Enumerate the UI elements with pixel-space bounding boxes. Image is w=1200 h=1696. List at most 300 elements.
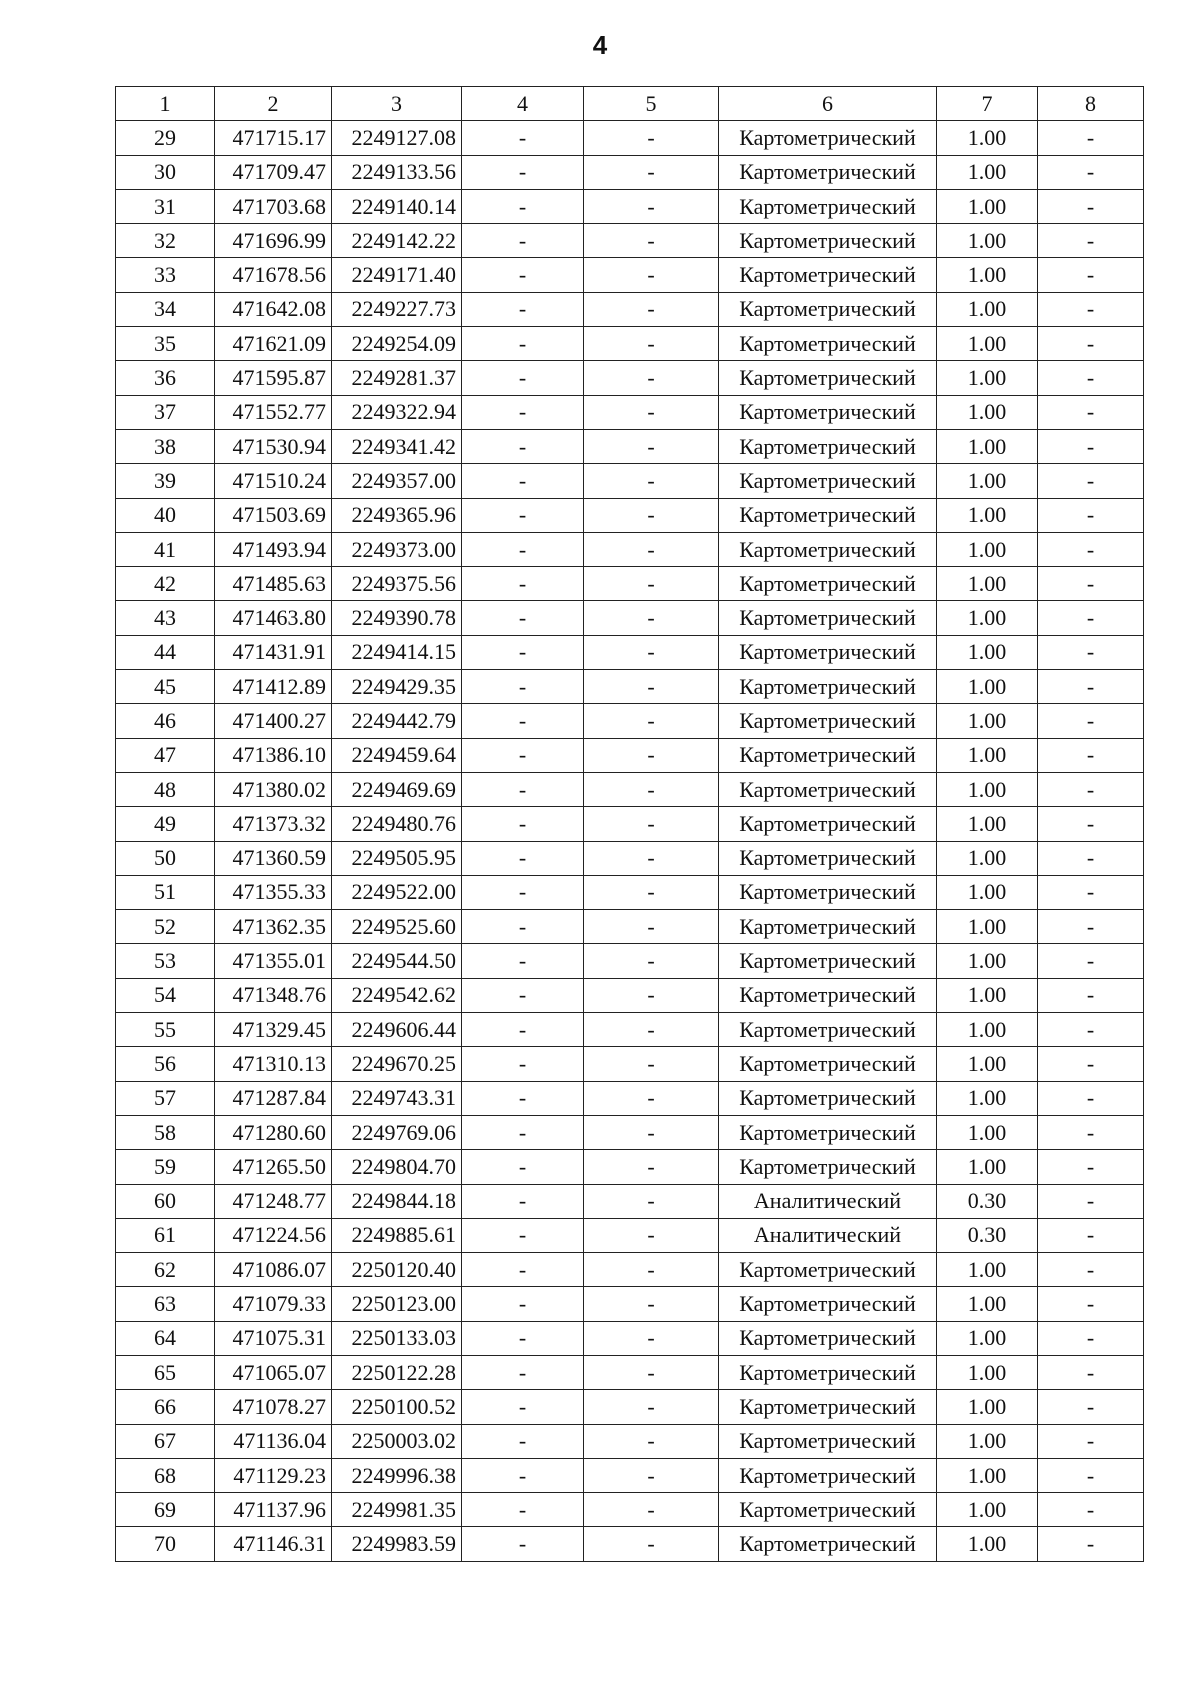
- method-cell: Картометрический: [719, 1047, 937, 1081]
- method-cell: Картометрический: [719, 978, 937, 1012]
- point-number-cell: 47: [116, 738, 215, 772]
- column-4-cell: -: [462, 292, 584, 326]
- point-number-cell: 48: [116, 772, 215, 806]
- column-8-cell: -: [1038, 189, 1144, 223]
- column-4-cell: -: [462, 875, 584, 909]
- method-cell: Картометрический: [719, 224, 937, 258]
- method-cell: Картометрический: [719, 567, 937, 601]
- x-coordinate-cell: 471355.33: [215, 875, 332, 909]
- column-5-cell: -: [584, 327, 719, 361]
- accuracy-cell: 1.00: [937, 258, 1038, 292]
- accuracy-cell: 1.00: [937, 361, 1038, 395]
- column-8-cell: -: [1038, 1013, 1144, 1047]
- method-cell: Картометрический: [719, 1115, 937, 1149]
- y-coordinate-cell: 2250003.02: [332, 1424, 462, 1458]
- y-coordinate-cell: 2250100.52: [332, 1390, 462, 1424]
- column-4-cell: -: [462, 1390, 584, 1424]
- column-8-cell: -: [1038, 875, 1144, 909]
- column-4-cell: -: [462, 910, 584, 944]
- table-row: [116, 292, 1144, 326]
- column-4-cell: -: [462, 1218, 584, 1252]
- table-row: [116, 1321, 1144, 1355]
- accuracy-cell: 1.00: [937, 1253, 1038, 1287]
- table-row: [116, 704, 1144, 738]
- accuracy-cell: 1.00: [937, 1424, 1038, 1458]
- column-5-cell: -: [584, 224, 719, 258]
- accuracy-cell: 1.00: [937, 910, 1038, 944]
- method-cell: Картометрический: [719, 532, 937, 566]
- method-cell: Картометрический: [719, 738, 937, 772]
- table-row: [116, 258, 1144, 292]
- column-4-cell: -: [462, 601, 584, 635]
- accuracy-cell: 1.00: [937, 978, 1038, 1012]
- point-number-cell: 29: [116, 121, 215, 155]
- y-coordinate-cell: 2249981.35: [332, 1493, 462, 1527]
- method-cell: Картометрический: [719, 121, 937, 155]
- column-5-cell: -: [584, 1081, 719, 1115]
- point-number-cell: 57: [116, 1081, 215, 1115]
- column-4-cell: -: [462, 532, 584, 566]
- point-number-cell: 55: [116, 1013, 215, 1047]
- column-8-cell: -: [1038, 121, 1144, 155]
- x-coordinate-cell: 471510.24: [215, 464, 332, 498]
- column-5-cell: -: [584, 1253, 719, 1287]
- column-8-cell: -: [1038, 978, 1144, 1012]
- column-8-cell: -: [1038, 532, 1144, 566]
- x-coordinate-cell: 471265.50: [215, 1150, 332, 1184]
- column-8-cell: -: [1038, 841, 1144, 875]
- column-4-cell: -: [462, 429, 584, 463]
- column-8-cell: -: [1038, 1424, 1144, 1458]
- column-header: 7: [937, 87, 1038, 121]
- column-5-cell: -: [584, 1390, 719, 1424]
- method-cell: Картометрический: [719, 361, 937, 395]
- column-5-cell: -: [584, 841, 719, 875]
- accuracy-cell: 1.00: [937, 498, 1038, 532]
- column-4-cell: -: [462, 1355, 584, 1389]
- x-coordinate-cell: 471642.08: [215, 292, 332, 326]
- table-row: [116, 944, 1144, 978]
- table-row: [116, 601, 1144, 635]
- column-8-cell: -: [1038, 1493, 1144, 1527]
- x-coordinate-cell: 471224.56: [215, 1218, 332, 1252]
- accuracy-cell: 1.00: [937, 1047, 1038, 1081]
- table-row: [116, 1287, 1144, 1321]
- point-number-cell: 61: [116, 1218, 215, 1252]
- column-8-cell: -: [1038, 1081, 1144, 1115]
- method-cell: Картометрический: [719, 704, 937, 738]
- x-coordinate-cell: 471360.59: [215, 841, 332, 875]
- point-number-cell: 68: [116, 1458, 215, 1492]
- y-coordinate-cell: 2249606.44: [332, 1013, 462, 1047]
- table-row: [116, 1390, 1144, 1424]
- table-row: [116, 1115, 1144, 1149]
- point-number-cell: 38: [116, 429, 215, 463]
- column-4-cell: -: [462, 670, 584, 704]
- table-row: [116, 1458, 1144, 1492]
- column-4-cell: -: [462, 1493, 584, 1527]
- x-coordinate-cell: 471431.91: [215, 635, 332, 669]
- y-coordinate-cell: 2249142.22: [332, 224, 462, 258]
- column-8-cell: -: [1038, 1458, 1144, 1492]
- table-row: [116, 1493, 1144, 1527]
- column-5-cell: -: [584, 395, 719, 429]
- point-number-cell: 43: [116, 601, 215, 635]
- column-8-cell: -: [1038, 1287, 1144, 1321]
- accuracy-cell: 0.30: [937, 1218, 1038, 1252]
- column-5-cell: -: [584, 1424, 719, 1458]
- method-cell: Картометрический: [719, 670, 937, 704]
- x-coordinate-cell: 471329.45: [215, 1013, 332, 1047]
- method-cell: Картометрический: [719, 429, 937, 463]
- column-8-cell: -: [1038, 1390, 1144, 1424]
- method-cell: Картометрический: [719, 1287, 937, 1321]
- x-coordinate-cell: 471703.68: [215, 189, 332, 223]
- method-cell: Картометрический: [719, 635, 937, 669]
- point-number-cell: 49: [116, 807, 215, 841]
- y-coordinate-cell: 2249365.96: [332, 498, 462, 532]
- y-coordinate-cell: 2250122.28: [332, 1355, 462, 1389]
- x-coordinate-cell: 471137.96: [215, 1493, 332, 1527]
- x-coordinate-cell: 471503.69: [215, 498, 332, 532]
- x-coordinate-cell: 471709.47: [215, 155, 332, 189]
- accuracy-cell: 1.00: [937, 1355, 1038, 1389]
- y-coordinate-cell: 2250123.00: [332, 1287, 462, 1321]
- accuracy-cell: 1.00: [937, 1458, 1038, 1492]
- table-row: [116, 1184, 1144, 1218]
- column-4-cell: -: [462, 1150, 584, 1184]
- method-cell: Картометрический: [719, 1081, 937, 1115]
- table-row: [116, 978, 1144, 1012]
- accuracy-cell: 1.00: [937, 464, 1038, 498]
- table-row: [116, 395, 1144, 429]
- accuracy-cell: 1.00: [937, 1493, 1038, 1527]
- method-cell: Картометрический: [719, 464, 937, 498]
- x-coordinate-cell: 471485.63: [215, 567, 332, 601]
- column-5-cell: -: [584, 601, 719, 635]
- column-4-cell: -: [462, 1013, 584, 1047]
- table-row: [116, 498, 1144, 532]
- column-5-cell: -: [584, 635, 719, 669]
- column-8-cell: -: [1038, 601, 1144, 635]
- column-5-cell: -: [584, 361, 719, 395]
- column-header: 5: [584, 87, 719, 121]
- column-8-cell: -: [1038, 910, 1144, 944]
- point-number-cell: 64: [116, 1321, 215, 1355]
- column-5-cell: -: [584, 292, 719, 326]
- point-number-cell: 67: [116, 1424, 215, 1458]
- y-coordinate-cell: 2249429.35: [332, 670, 462, 704]
- table-row: [116, 1424, 1144, 1458]
- x-coordinate-cell: 471248.77: [215, 1184, 332, 1218]
- column-8-cell: -: [1038, 1355, 1144, 1389]
- table-row: [116, 1218, 1144, 1252]
- accuracy-cell: 1.00: [937, 395, 1038, 429]
- column-5-cell: -: [584, 670, 719, 704]
- y-coordinate-cell: 2249996.38: [332, 1458, 462, 1492]
- table-row: [116, 464, 1144, 498]
- column-5-cell: -: [584, 567, 719, 601]
- column-5-cell: -: [584, 155, 719, 189]
- column-8-cell: -: [1038, 635, 1144, 669]
- column-8-cell: -: [1038, 670, 1144, 704]
- accuracy-cell: 1.00: [937, 772, 1038, 806]
- column-5-cell: -: [584, 1150, 719, 1184]
- column-5-cell: -: [584, 429, 719, 463]
- y-coordinate-cell: 2249127.08: [332, 121, 462, 155]
- column-5-cell: -: [584, 1458, 719, 1492]
- column-header: 4: [462, 87, 584, 121]
- y-coordinate-cell: 2249844.18: [332, 1184, 462, 1218]
- column-5-cell: -: [584, 258, 719, 292]
- method-cell: Картометрический: [719, 1253, 937, 1287]
- point-number-cell: 52: [116, 910, 215, 944]
- point-number-cell: 37: [116, 395, 215, 429]
- y-coordinate-cell: 2249522.00: [332, 875, 462, 909]
- column-4-cell: -: [462, 224, 584, 258]
- y-coordinate-cell: 2249341.42: [332, 429, 462, 463]
- column-header: 8: [1038, 87, 1144, 121]
- column-4-cell: -: [462, 807, 584, 841]
- table-row: [116, 1081, 1144, 1115]
- x-coordinate-cell: 471386.10: [215, 738, 332, 772]
- column-4-cell: -: [462, 1424, 584, 1458]
- column-5-cell: -: [584, 1115, 719, 1149]
- accuracy-cell: 1.00: [937, 601, 1038, 635]
- column-4-cell: -: [462, 1115, 584, 1149]
- column-8-cell: -: [1038, 1150, 1144, 1184]
- column-4-cell: -: [462, 738, 584, 772]
- method-cell: Картометрический: [719, 1458, 937, 1492]
- point-number-cell: 30: [116, 155, 215, 189]
- x-coordinate-cell: 471086.07: [215, 1253, 332, 1287]
- x-coordinate-cell: 471075.31: [215, 1321, 332, 1355]
- table-row: [116, 567, 1144, 601]
- column-8-cell: -: [1038, 1047, 1144, 1081]
- table-row: [116, 327, 1144, 361]
- table-header-row: [116, 87, 1144, 121]
- method-cell: Картометрический: [719, 395, 937, 429]
- accuracy-cell: 1.00: [937, 224, 1038, 258]
- method-cell: Картометрический: [719, 875, 937, 909]
- table-row: [116, 429, 1144, 463]
- column-5-cell: -: [584, 944, 719, 978]
- point-number-cell: 33: [116, 258, 215, 292]
- x-coordinate-cell: 471129.23: [215, 1458, 332, 1492]
- column-8-cell: -: [1038, 772, 1144, 806]
- y-coordinate-cell: 2249480.76: [332, 807, 462, 841]
- y-coordinate-cell: 2249769.06: [332, 1115, 462, 1149]
- point-number-cell: 39: [116, 464, 215, 498]
- point-number-cell: 42: [116, 567, 215, 601]
- method-cell: Картометрический: [719, 1013, 937, 1047]
- method-cell: Картометрический: [719, 601, 937, 635]
- accuracy-cell: 1.00: [937, 1321, 1038, 1355]
- column-5-cell: -: [584, 121, 719, 155]
- accuracy-cell: 1.00: [937, 1527, 1038, 1561]
- table-row: [116, 224, 1144, 258]
- table-row: [116, 772, 1144, 806]
- point-number-cell: 65: [116, 1355, 215, 1389]
- accuracy-cell: 1.00: [937, 1013, 1038, 1047]
- table-row: [116, 1150, 1144, 1184]
- column-header: 3: [332, 87, 462, 121]
- x-coordinate-cell: 471380.02: [215, 772, 332, 806]
- accuracy-cell: 1.00: [937, 635, 1038, 669]
- method-cell: Картометрический: [719, 1527, 937, 1561]
- column-8-cell: -: [1038, 807, 1144, 841]
- x-coordinate-cell: 471065.07: [215, 1355, 332, 1389]
- y-coordinate-cell: 2249322.94: [332, 395, 462, 429]
- y-coordinate-cell: 2249459.64: [332, 738, 462, 772]
- point-number-cell: 59: [116, 1150, 215, 1184]
- column-8-cell: -: [1038, 429, 1144, 463]
- column-8-cell: -: [1038, 327, 1144, 361]
- y-coordinate-cell: 2249133.56: [332, 155, 462, 189]
- point-number-cell: 66: [116, 1390, 215, 1424]
- method-cell: Картометрический: [719, 841, 937, 875]
- x-coordinate-cell: 471621.09: [215, 327, 332, 361]
- method-cell: Картометрический: [719, 807, 937, 841]
- table-row: [116, 1355, 1144, 1389]
- column-4-cell: -: [462, 155, 584, 189]
- column-8-cell: -: [1038, 1184, 1144, 1218]
- column-4-cell: -: [462, 704, 584, 738]
- column-8-cell: -: [1038, 944, 1144, 978]
- column-5-cell: -: [584, 1527, 719, 1561]
- x-coordinate-cell: 471355.01: [215, 944, 332, 978]
- column-5-cell: -: [584, 1047, 719, 1081]
- column-4-cell: -: [462, 841, 584, 875]
- y-coordinate-cell: 2249804.70: [332, 1150, 462, 1184]
- column-4-cell: -: [462, 1081, 584, 1115]
- accuracy-cell: 1.00: [937, 121, 1038, 155]
- table-row: [116, 361, 1144, 395]
- point-number-cell: 50: [116, 841, 215, 875]
- column-4-cell: -: [462, 258, 584, 292]
- accuracy-cell: 1.00: [937, 1287, 1038, 1321]
- accuracy-cell: 1.00: [937, 944, 1038, 978]
- method-cell: Картометрический: [719, 1493, 937, 1527]
- table-row: [116, 1253, 1144, 1287]
- method-cell: Картометрический: [719, 1321, 937, 1355]
- column-5-cell: -: [584, 1321, 719, 1355]
- column-5-cell: -: [584, 498, 719, 532]
- point-number-cell: 70: [116, 1527, 215, 1561]
- accuracy-cell: 1.00: [937, 155, 1038, 189]
- point-number-cell: 69: [116, 1493, 215, 1527]
- column-5-cell: -: [584, 532, 719, 566]
- column-8-cell: -: [1038, 224, 1144, 258]
- table-row: [116, 807, 1144, 841]
- accuracy-cell: 1.00: [937, 292, 1038, 326]
- point-number-cell: 60: [116, 1184, 215, 1218]
- column-4-cell: -: [462, 1321, 584, 1355]
- method-cell: Картометрический: [719, 1424, 937, 1458]
- x-coordinate-cell: 471348.76: [215, 978, 332, 1012]
- column-8-cell: -: [1038, 567, 1144, 601]
- method-cell: Картометрический: [719, 327, 937, 361]
- x-coordinate-cell: 471373.32: [215, 807, 332, 841]
- column-8-cell: -: [1038, 1218, 1144, 1252]
- column-8-cell: -: [1038, 464, 1144, 498]
- accuracy-cell: 1.00: [937, 704, 1038, 738]
- column-4-cell: -: [462, 944, 584, 978]
- point-number-cell: 31: [116, 189, 215, 223]
- y-coordinate-cell: 2249885.61: [332, 1218, 462, 1252]
- point-number-cell: 35: [116, 327, 215, 361]
- column-4-cell: -: [462, 498, 584, 532]
- point-number-cell: 44: [116, 635, 215, 669]
- column-5-cell: -: [584, 978, 719, 1012]
- x-coordinate-cell: 471412.89: [215, 670, 332, 704]
- column-4-cell: -: [462, 121, 584, 155]
- y-coordinate-cell: 2249375.56: [332, 567, 462, 601]
- accuracy-cell: 0.30: [937, 1184, 1038, 1218]
- column-5-cell: -: [584, 1355, 719, 1389]
- y-coordinate-cell: 2249469.69: [332, 772, 462, 806]
- column-4-cell: -: [462, 1184, 584, 1218]
- table-row: [116, 1013, 1144, 1047]
- column-8-cell: -: [1038, 395, 1144, 429]
- column-4-cell: -: [462, 189, 584, 223]
- accuracy-cell: 1.00: [937, 1390, 1038, 1424]
- table-row: [116, 1527, 1144, 1561]
- point-number-cell: 45: [116, 670, 215, 704]
- y-coordinate-cell: 2249140.14: [332, 189, 462, 223]
- y-coordinate-cell: 2249171.40: [332, 258, 462, 292]
- column-5-cell: -: [584, 875, 719, 909]
- y-coordinate-cell: 2250133.03: [332, 1321, 462, 1355]
- method-cell: Аналитический: [719, 1184, 937, 1218]
- column-header: 2: [215, 87, 332, 121]
- x-coordinate-cell: 471287.84: [215, 1081, 332, 1115]
- table-row: [116, 841, 1144, 875]
- y-coordinate-cell: 2249442.79: [332, 704, 462, 738]
- column-8-cell: -: [1038, 1115, 1144, 1149]
- column-4-cell: -: [462, 464, 584, 498]
- x-coordinate-cell: 471078.27: [215, 1390, 332, 1424]
- y-coordinate-cell: 2249281.37: [332, 361, 462, 395]
- point-number-cell: 63: [116, 1287, 215, 1321]
- column-5-cell: -: [584, 1184, 719, 1218]
- y-coordinate-cell: 2249505.95: [332, 841, 462, 875]
- point-number-cell: 53: [116, 944, 215, 978]
- x-coordinate-cell: 471715.17: [215, 121, 332, 155]
- accuracy-cell: 1.00: [937, 429, 1038, 463]
- y-coordinate-cell: 2249670.25: [332, 1047, 462, 1081]
- column-4-cell: -: [462, 1047, 584, 1081]
- column-4-cell: -: [462, 1287, 584, 1321]
- x-coordinate-cell: 471310.13: [215, 1047, 332, 1081]
- x-coordinate-cell: 471696.99: [215, 224, 332, 258]
- column-5-cell: -: [584, 738, 719, 772]
- accuracy-cell: 1.00: [937, 567, 1038, 601]
- column-8-cell: -: [1038, 704, 1144, 738]
- x-coordinate-cell: 471136.04: [215, 1424, 332, 1458]
- column-5-cell: -: [584, 704, 719, 738]
- column-8-cell: -: [1038, 292, 1144, 326]
- accuracy-cell: 1.00: [937, 738, 1038, 772]
- x-coordinate-cell: 471493.94: [215, 532, 332, 566]
- column-4-cell: -: [462, 1527, 584, 1561]
- table-body: [116, 121, 1144, 1561]
- method-cell: Картометрический: [719, 189, 937, 223]
- method-cell: Картометрический: [719, 944, 937, 978]
- point-number-cell: 51: [116, 875, 215, 909]
- accuracy-cell: 1.00: [937, 1081, 1038, 1115]
- table-row: [116, 910, 1144, 944]
